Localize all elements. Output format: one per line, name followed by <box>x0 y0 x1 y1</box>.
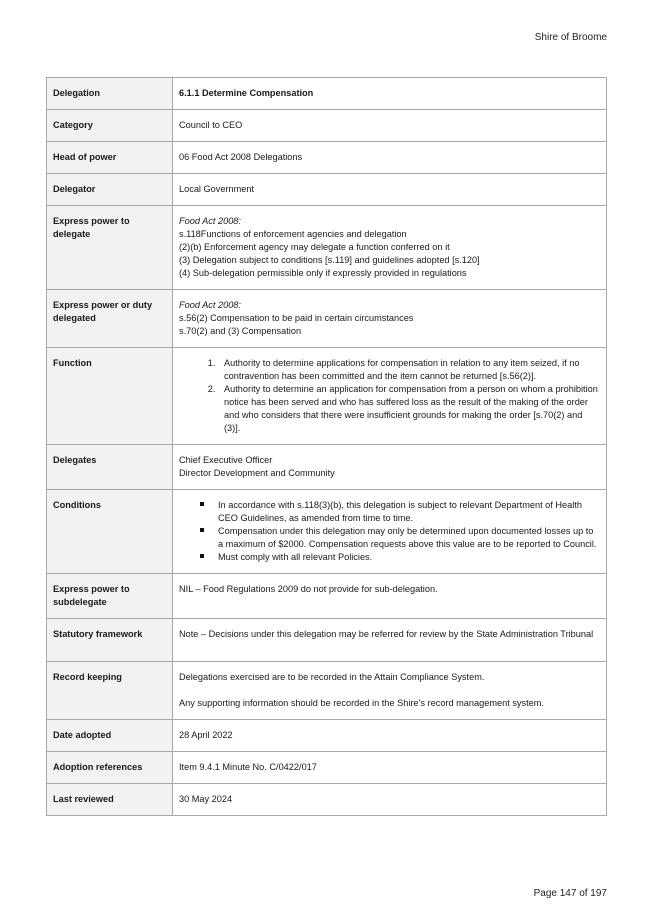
conditions-list <box>179 499 600 564</box>
duty-line: s.56(2) Compensation to be paid in certain circumstances <box>179 313 414 323</box>
category-value: Council to CEO <box>173 110 607 142</box>
row-date-adopted <box>47 720 607 752</box>
function-list <box>179 357 600 435</box>
row-last-reviewed <box>47 784 607 816</box>
subdelegate-label: Express power to subdelegate <box>47 574 173 619</box>
function-label: Function <box>47 348 173 445</box>
conditions-value <box>173 490 607 574</box>
delegate-item: Director Development and Community <box>179 468 335 478</box>
row-statutory <box>47 619 607 662</box>
duty-line: s.70(2) and (3) Compensation <box>179 326 302 336</box>
power-line: (4) Sub-delegation permissible only if expressly provided in regulations <box>179 268 467 278</box>
row-delegates <box>47 445 607 490</box>
act-title: Food Act 2008: <box>179 216 241 226</box>
subdelegate-value: NIL – Food Regulations 2009 do not provide for sub-delegation. <box>173 574 607 619</box>
function-value <box>173 348 607 445</box>
conditions-label: Conditions <box>47 490 173 574</box>
date-adopted-label: Date adopted <box>47 720 173 752</box>
act-title: Food Act 2008: <box>179 300 241 310</box>
power-line: s.118Functions of enforcement agencies and delegation <box>179 229 407 239</box>
header-organisation: Shire of Broome <box>534 32 607 43</box>
function-item: 1. Authority to determine applications for compensation in relation to any item seized, if no contravention has been committed and the item cannot be returned [s.56(2)]. <box>218 357 600 383</box>
statutory-label: Statutory framework <box>47 619 173 662</box>
express-power-delegate-label: Express power to delegate <box>47 206 173 290</box>
adoption-references-label: Adoption references <box>47 752 173 784</box>
delegator-label: Delegator <box>47 174 173 206</box>
record-keeping-label: Record keeping <box>47 662 173 720</box>
condition-item: Compensation under this delegation may only be determined upon documented losses up to a maximum of $2000. Compensation requests above this value are to be reported to Council. <box>218 525 600 551</box>
express-power-duty-label: Express power or duty delegated <box>47 290 173 348</box>
row-delegator <box>47 174 607 206</box>
record-keeping-value <box>173 662 607 720</box>
date-adopted-value: 28 April 2022 <box>173 720 607 752</box>
row-conditions <box>47 490 607 574</box>
adoption-references-value: Item 9.4.1 Minute No. C/0422/017 <box>173 752 607 784</box>
express-power-duty-value <box>173 290 607 348</box>
power-line: (3) Delegation subject to conditions [s.119] and guidelines adopted [s.120] <box>179 255 480 265</box>
delegates-value <box>173 445 607 490</box>
row-adoption-references <box>47 752 607 784</box>
condition-item: Must comply with all relevant Policies. <box>218 551 600 564</box>
row-function <box>47 348 607 445</box>
record-line: Any supporting information should be recorded in the Shire’s record management system. <box>179 698 544 708</box>
category-label: Category <box>47 110 173 142</box>
function-item: 2. Authority to determine an application for compensation from a person on whom a prohibition notice has been served and who has suffered loss as the result of the making of the order and who considers that there were insufficient grounds for making the order [s.70(2) and (3)]. <box>218 383 600 435</box>
delegates-label: Delegates <box>47 445 173 490</box>
row-delegation <box>47 78 607 110</box>
condition-item: In accordance with s.118(3)(b), this delegation is subject to relevant Department of Health CEO Guidelines, as amended from time to time. <box>218 499 600 525</box>
row-express-power-duty <box>47 290 607 348</box>
row-head-of-power <box>47 142 607 174</box>
last-reviewed-label: Last reviewed <box>47 784 173 816</box>
row-category <box>47 110 607 142</box>
delegation-label: Delegation <box>47 78 173 110</box>
row-subdelegate <box>47 574 607 619</box>
head-of-power-value: 06 Food Act 2008 Delegations <box>173 142 607 174</box>
record-line: Delegations exercised are to be recorded in the Attain Compliance System. <box>179 672 485 682</box>
head-of-power-label: Head of power <box>47 142 173 174</box>
statutory-value: Note – Decisions under this delegation may be referred for review by the State Administration Tribunal <box>173 619 607 662</box>
row-express-power-delegate <box>47 206 607 290</box>
delegation-table <box>46 77 607 816</box>
row-record-keeping <box>47 662 607 720</box>
delegate-item: Chief Executive Officer <box>179 455 273 465</box>
express-power-delegate-value <box>173 206 607 290</box>
page-number: Page 147 of 197 <box>533 888 607 899</box>
power-line: (2)(b) Enforcement agency may delegate a function conferred on it <box>179 242 450 252</box>
delegator-value: Local Government <box>173 174 607 206</box>
delegation-value: 6.1.1 Determine Compensation <box>173 78 607 110</box>
last-reviewed-value: 30 May 2024 <box>173 784 607 816</box>
